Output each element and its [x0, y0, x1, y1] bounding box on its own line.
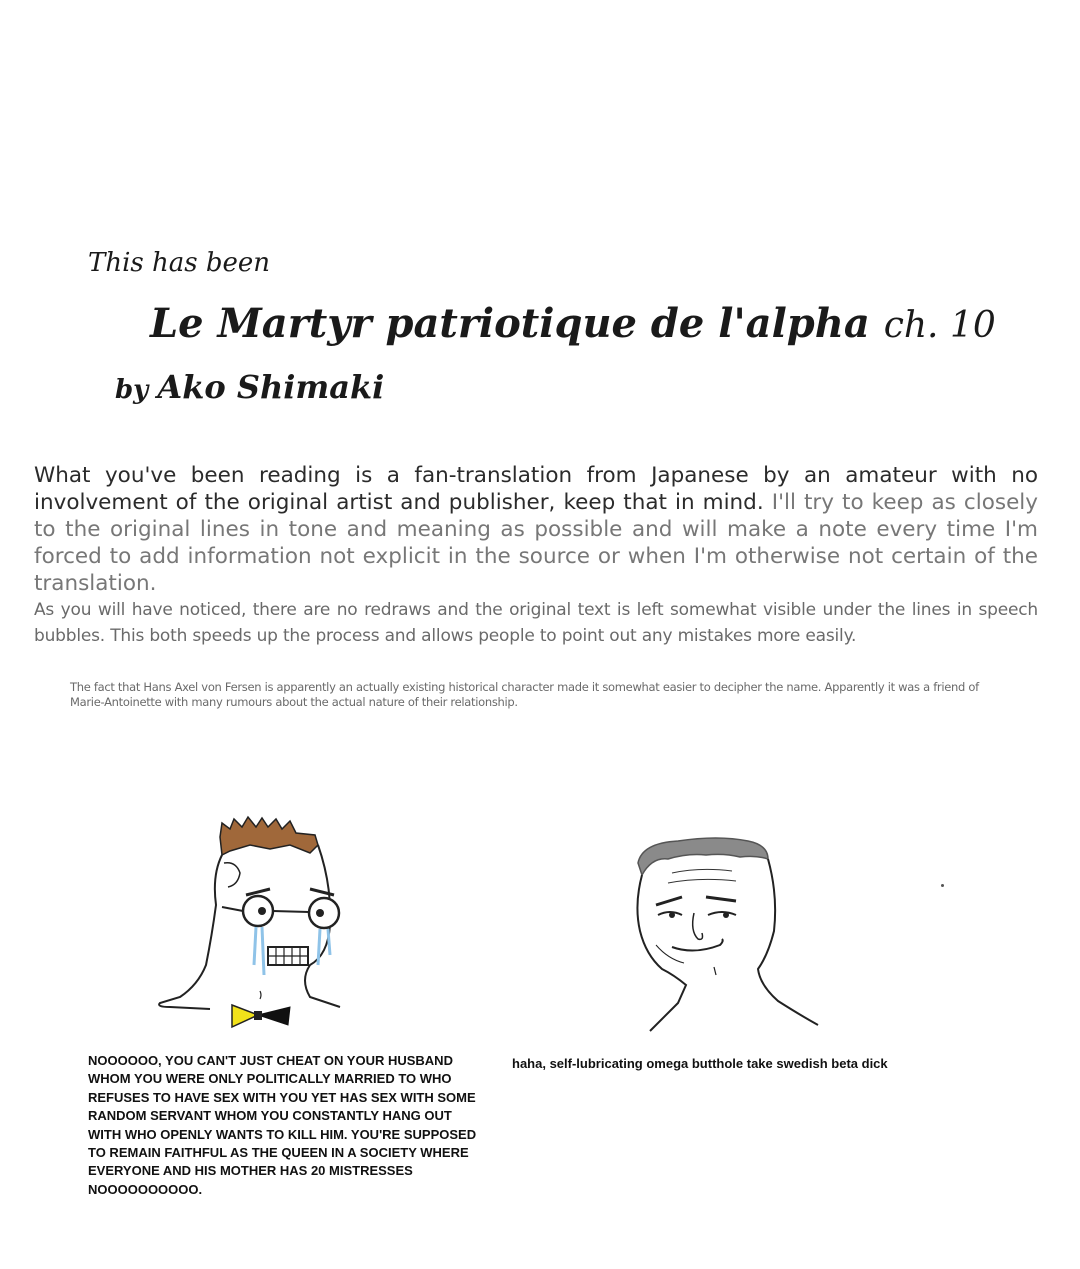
manga-title: Le Martyr patriotique de l'alpha	[150, 300, 870, 347]
disclaimer-part-2: I'll try to keep as closely to the original lines in tone and meaning as possible and will make a note every time I'm forced to add information not explicit in the source or when I'm otherwise not certain of the translation.	[34, 490, 1038, 596]
smug-wojak-image	[628, 835, 853, 1035]
byline-prefix: by	[115, 375, 149, 405]
crying-wojak-image	[150, 815, 350, 1040]
stray-dot	[941, 884, 944, 887]
redraw-note: As you will have noticed, there are no redraws and the original text is left somewhat visible under the lines in speech bubbles. This both speeds up the process and allows people to point out any mistakes more easily.	[34, 600, 1038, 646]
translator-footnote: The fact that Hans Axel von Fersen is apparently an actually existing historical character made it somewhat easier to decipher the name. Apparently it was a friend of Marie-Antoinette with many rumours about the actual nature of their relationship.	[70, 680, 979, 709]
crying-wojak-caption: NOOOOOO, YOU CAN'T JUST CHEAT ON YOUR HUSBAND WHOM YOU WERE ONLY POLITICALLY MARRIED TO WHO REFUSES TO HAVE SEX WITH YOU YET HAS SEX WITH SOME RANDOM SERVANT WHOM YOU CONSTANTLY HANG OUT WITH WHO OPENLY WANTS TO KILL HIM. YOU'RE SUPPOSED TO REMAIN FAITHFUL AS THE QUEEN IN A SOCIETY WHERE EVERYONE AND HIS MOTHER HAS 20 MISTRESSES NOOOOOOOOOO.	[88, 1053, 477, 1197]
byline	[115, 368, 384, 406]
translation-disclaimer	[34, 462, 1038, 597]
smug-wojak-caption: haha, self-lubricating omega butthole take swedish beta dick	[512, 1056, 888, 1071]
author-name: Ako Shimaki	[157, 368, 385, 406]
intro-line: This has been	[88, 248, 271, 278]
chapter-title	[150, 300, 996, 347]
chapter-number: ch. 10	[883, 305, 996, 346]
disclaimer-part-1: What you've been reading is a fan-translation from Japanese by an amateur with no involvement of the original artist and publisher, keep that in mind.	[34, 463, 1038, 515]
